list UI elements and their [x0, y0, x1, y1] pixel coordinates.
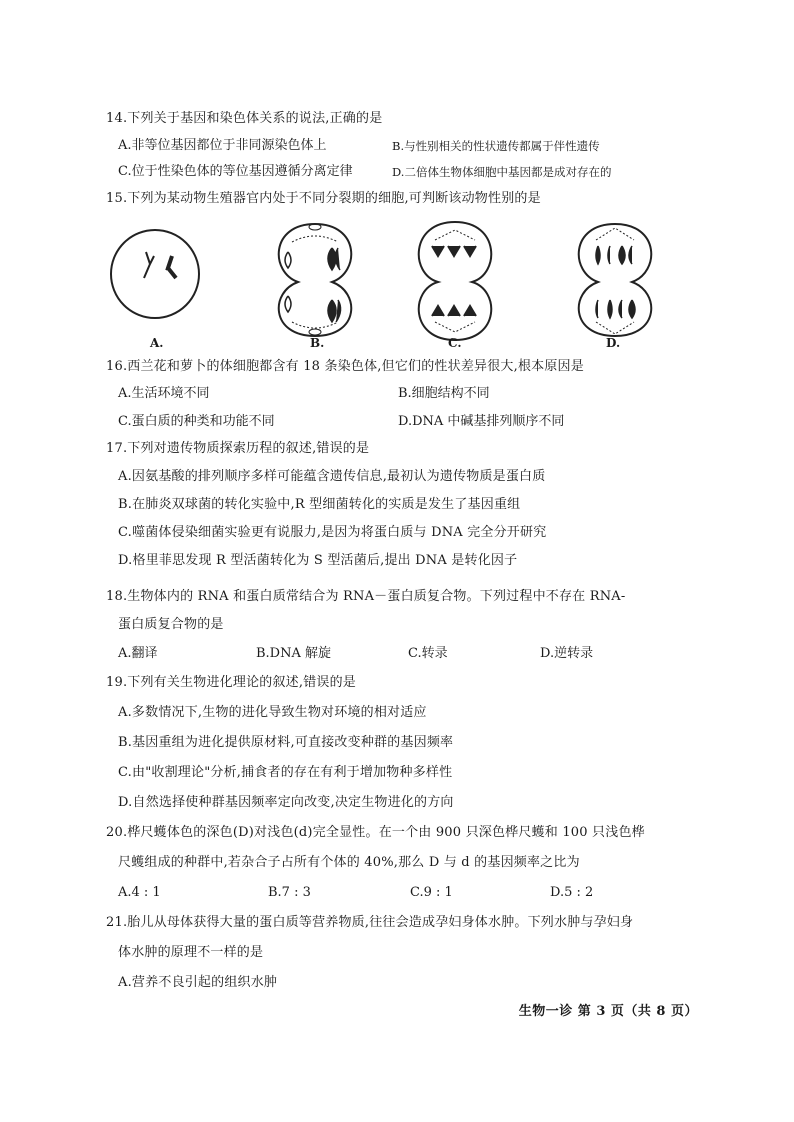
q18-option-d: D.逆转录 [540, 646, 594, 661]
cell-a-label: A. [150, 336, 164, 350]
cell-a-diagram [111, 230, 199, 318]
q17-option-a: A.因氨基酸的排列顺序多样可能蕴含遗传信息,最初认为遗传物质是蛋白质 [118, 469, 546, 484]
q21-option-a: A.营养不良引起的组织水肿 [118, 975, 278, 990]
cell-d-diagram [579, 224, 651, 336]
q18-option-c: C.转录 [408, 646, 448, 661]
q19-option-c: C.由"收割理论"分析,捕食者的存在有利于增加物种多样性 [118, 765, 453, 780]
q19-option-b: B.基因重组为进化提供原材料,可直接改变种群的基因频率 [118, 735, 454, 750]
q20-option-b: B.7 : 3 [268, 885, 311, 900]
cell-b-diagram [279, 224, 351, 336]
cell-c-label: C. [448, 336, 462, 350]
q16-option-d: D.DNA 中碱基排列顺序不同 [398, 414, 565, 429]
question-19-stem: 19.下列有关生物进化理论的叙述,错误的是 [106, 675, 357, 690]
q14-option-d: D.二倍体生物体细胞中基因都是成对存在的 [392, 165, 612, 179]
q18-option-b: B.DNA 解旋 [256, 646, 332, 661]
q14-option-a: A.非等位基因都位于非同源染色体上 [118, 138, 327, 153]
q16-option-b: B.细胞结构不同 [398, 386, 490, 401]
q18-option-a: A.翻译 [118, 646, 158, 661]
q17-option-c: C.噬菌体侵染细菌实验更有说服力,是因为将蛋白质与 DNA 完全分开研究 [118, 525, 547, 540]
cell-d-label: D. [606, 336, 621, 350]
question-15-stem: 15.下列为某动物生殖器官内处于不同分裂期的细胞,可判断该动物性别的是 [106, 191, 541, 206]
q16-option-a: A.生活环境不同 [118, 386, 210, 401]
q17-option-b: B.在肺炎双球菌的转化实验中,R 型细菌转化的实质是发生了基因重组 [118, 497, 521, 512]
q16-option-c: C.蛋白质的种类和功能不同 [118, 414, 275, 429]
question-20-stem-line2: 尺蠖组成的种群中,若杂合子占所有个体的 40%,那么 D 与 d 的基因频率之比为 [118, 855, 580, 870]
question-20-stem-line1: 20.桦尺蠖体色的深色(D)对浅色(d)完全显性。在一个由 900 只深色桦尺蠖和 100 只浅色桦 [106, 825, 645, 840]
question-21-stem-line2: 体水肿的原理不一样的是 [118, 945, 264, 960]
question-17-stem: 17.下列对遗传物质探索历程的叙述,错误的是 [106, 441, 370, 456]
q20-option-c: C.9 : 1 [410, 885, 453, 900]
q14-option-b: B.与性别相关的性状遗传都属于伴性遗传 [392, 139, 600, 153]
question-21-stem-line1: 21.胎儿从母体获得大量的蛋白质等营养物质,往往会造成孕妇身体水肿。下列水肿与孕妇身 [106, 915, 634, 930]
question-14-stem: 14.下列关于基因和染色体关系的说法,正确的是 [106, 111, 383, 126]
q19-option-a: A.多数情况下,生物的进化导致生物对环境的相对适应 [118, 705, 427, 720]
cell-division-figure [110, 212, 670, 362]
q20-option-a: A.4 : 1 [118, 885, 161, 900]
question-18-stem-line2: 蛋白质复合物的是 [118, 617, 224, 632]
cell-b-label: B. [310, 336, 325, 350]
q14-option-c: C.位于性染色体的等位基因遵循分离定律 [118, 164, 353, 179]
q19-option-d: D.自然选择使种群基因频率定向改变,决定生物进化的方向 [118, 795, 454, 810]
q17-option-d: D.格里菲思发现 R 型活菌转化为 S 型活菌后,提出 DNA 是转化因子 [118, 553, 518, 568]
question-18-stem-line1: 18.生物体内的 RNA 和蛋白质常结合为 RNA－蛋白质复合物。下列过程中不存在 RNA- [106, 589, 626, 604]
question-16-stem: 16.西兰花和萝卜的体细胞都含有 18 条染色体,但它们的性状差异很大,根本原因是 [106, 359, 584, 374]
q20-option-d: D.5 : 2 [550, 885, 594, 900]
cell-c-diagram [419, 222, 491, 340]
page-footer: 生物一诊 第 3 页（共 8 页） [518, 1004, 698, 1019]
